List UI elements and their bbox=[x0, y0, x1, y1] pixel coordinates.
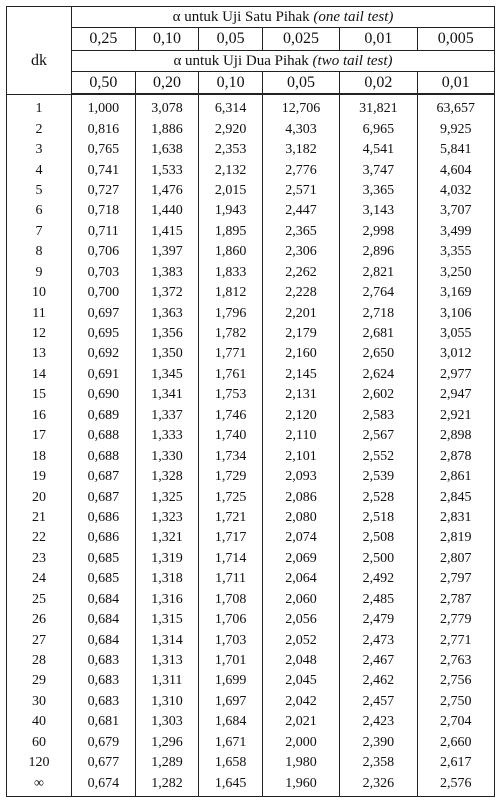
critical-value-cell: 2,500 bbox=[340, 549, 417, 569]
critical-value-cell: 2,920 bbox=[199, 119, 263, 139]
two-tail-alpha-header: 0,01 bbox=[417, 72, 494, 95]
table-row bbox=[7, 446, 495, 466]
critical-value-cell: 2,898 bbox=[417, 426, 494, 446]
critical-value-cell: 1,796 bbox=[199, 303, 263, 323]
critical-value-cell: 1,341 bbox=[135, 385, 199, 405]
critical-value-cell: 2,326 bbox=[340, 773, 417, 796]
critical-value-cell: 2,861 bbox=[417, 467, 494, 487]
critical-value-cell: 0,697 bbox=[72, 303, 136, 323]
critical-value-cell: 1,311 bbox=[135, 671, 199, 691]
dk-value-cell: 21 bbox=[7, 508, 72, 528]
dk-value-cell: 25 bbox=[7, 590, 72, 610]
critical-value-cell: 3,499 bbox=[417, 222, 494, 242]
critical-value-cell: 2,681 bbox=[340, 324, 417, 344]
two-tail-alpha-header: 0,20 bbox=[135, 72, 199, 95]
critical-value-cell: 2,086 bbox=[262, 487, 339, 507]
dk-value-cell: 3 bbox=[7, 140, 72, 160]
dk-value-cell: 29 bbox=[7, 671, 72, 691]
critical-value-cell: 1,313 bbox=[135, 651, 199, 671]
critical-value-cell: 3,365 bbox=[340, 181, 417, 201]
table-row bbox=[7, 283, 495, 303]
critical-value-cell: 2,576 bbox=[417, 773, 494, 796]
critical-value-cell: 2,896 bbox=[340, 242, 417, 262]
critical-value-cell: 0,691 bbox=[72, 365, 136, 385]
critical-value-cell: 9,925 bbox=[417, 119, 494, 139]
two-tail-alpha-header: 0,05 bbox=[262, 72, 339, 95]
dk-value-cell: 4 bbox=[7, 160, 72, 180]
critical-value-cell: 2,000 bbox=[262, 733, 339, 753]
critical-value-cell: 2,821 bbox=[340, 263, 417, 283]
table-row bbox=[7, 119, 495, 139]
table-row bbox=[7, 508, 495, 528]
critical-value-cell: 3,169 bbox=[417, 283, 494, 303]
critical-value-cell: 0,706 bbox=[72, 242, 136, 262]
table-row bbox=[7, 365, 495, 385]
table-row bbox=[7, 773, 495, 796]
critical-value-cell: 4,604 bbox=[417, 160, 494, 180]
critical-value-cell: 2,947 bbox=[417, 385, 494, 405]
critical-value-cell: 1,960 bbox=[262, 773, 339, 796]
critical-value-cell: 0,711 bbox=[72, 222, 136, 242]
critical-value-cell: 0,684 bbox=[72, 610, 136, 630]
critical-value-cell: 1,397 bbox=[135, 242, 199, 262]
critical-value-cell: 2,042 bbox=[262, 692, 339, 712]
critical-value-cell: 1,325 bbox=[135, 487, 199, 507]
critical-value-cell: 2,479 bbox=[340, 610, 417, 630]
dk-header: dk bbox=[7, 28, 72, 95]
critical-value-cell: 1,703 bbox=[199, 630, 263, 650]
critical-value-cell: 2,771 bbox=[417, 630, 494, 650]
table-row bbox=[7, 753, 495, 773]
critical-value-cell: 2,179 bbox=[262, 324, 339, 344]
critical-value-cell: 0,816 bbox=[72, 119, 136, 139]
critical-value-cell: 0,679 bbox=[72, 733, 136, 753]
critical-value-cell: 3,012 bbox=[417, 344, 494, 364]
critical-value-cell: 1,771 bbox=[199, 344, 263, 364]
critical-value-cell: 2,763 bbox=[417, 651, 494, 671]
dk-value-cell: 23 bbox=[7, 549, 72, 569]
critical-value-cell: 1,337 bbox=[135, 406, 199, 426]
dk-value-cell: 10 bbox=[7, 283, 72, 303]
critical-value-cell: 2,423 bbox=[340, 712, 417, 732]
dk-value-cell: 27 bbox=[7, 630, 72, 650]
critical-value-cell: 2,660 bbox=[417, 733, 494, 753]
critical-value-cell: 1,638 bbox=[135, 140, 199, 160]
critical-value-cell: 2,539 bbox=[340, 467, 417, 487]
critical-value-cell: 1,310 bbox=[135, 692, 199, 712]
critical-value-cell: 2,473 bbox=[340, 630, 417, 650]
critical-value-cell: 1,333 bbox=[135, 426, 199, 446]
critical-value-cell: 2,718 bbox=[340, 303, 417, 323]
critical-value-cell: 6,965 bbox=[340, 119, 417, 139]
critical-value-cell: 0,684 bbox=[72, 630, 136, 650]
critical-value-cell: 2,353 bbox=[199, 140, 263, 160]
dk-value-cell: ∞ bbox=[7, 773, 72, 796]
critical-value-cell: 6,314 bbox=[199, 94, 263, 119]
critical-value-cell: 2,518 bbox=[340, 508, 417, 528]
table-row bbox=[7, 160, 495, 180]
table-row bbox=[7, 569, 495, 589]
critical-value-cell: 1,980 bbox=[262, 753, 339, 773]
critical-value-cell: 1,761 bbox=[199, 365, 263, 385]
critical-value-cell: 2,358 bbox=[340, 753, 417, 773]
critical-value-cell: 2,064 bbox=[262, 569, 339, 589]
critical-value-cell: 3,143 bbox=[340, 201, 417, 221]
critical-value-cell: 1,303 bbox=[135, 712, 199, 732]
critical-value-cell: 0,695 bbox=[72, 324, 136, 344]
critical-value-cell: 12,706 bbox=[262, 94, 339, 119]
table-row bbox=[7, 222, 495, 242]
dk-value-cell: 8 bbox=[7, 242, 72, 262]
one-tail-alpha-header: 0,25 bbox=[72, 28, 136, 51]
table-row bbox=[7, 426, 495, 446]
critical-value-cell: 2,052 bbox=[262, 630, 339, 650]
critical-value-cell: 1,740 bbox=[199, 426, 263, 446]
dk-value-cell: 5 bbox=[7, 181, 72, 201]
critical-value-cell: 1,318 bbox=[135, 569, 199, 589]
critical-value-cell: 2,228 bbox=[262, 283, 339, 303]
critical-value-cell: 1,000 bbox=[72, 94, 136, 119]
critical-value-cell: 1,711 bbox=[199, 569, 263, 589]
critical-value-cell: 2,120 bbox=[262, 406, 339, 426]
critical-value-cell: 1,372 bbox=[135, 283, 199, 303]
critical-value-cell: 1,714 bbox=[199, 549, 263, 569]
critical-value-cell: 2,306 bbox=[262, 242, 339, 262]
critical-value-cell: 2,831 bbox=[417, 508, 494, 528]
dk-value-cell: 28 bbox=[7, 651, 72, 671]
critical-value-cell: 2,390 bbox=[340, 733, 417, 753]
critical-value-cell: 0,688 bbox=[72, 446, 136, 466]
dk-value-cell: 7 bbox=[7, 222, 72, 242]
critical-value-cell: 2,069 bbox=[262, 549, 339, 569]
critical-value-cell: 2,056 bbox=[262, 610, 339, 630]
critical-value-cell: 2,015 bbox=[199, 181, 263, 201]
critical-value-cell: 0,684 bbox=[72, 590, 136, 610]
critical-value-cell: 3,707 bbox=[417, 201, 494, 221]
critical-value-cell: 1,699 bbox=[199, 671, 263, 691]
critical-value-cell: 0,689 bbox=[72, 406, 136, 426]
critical-value-cell: 0,692 bbox=[72, 344, 136, 364]
critical-value-cell: 1,895 bbox=[199, 222, 263, 242]
critical-value-cell: 2,467 bbox=[340, 651, 417, 671]
dk-value-cell: 9 bbox=[7, 263, 72, 283]
table-row bbox=[7, 467, 495, 487]
dk-value-cell: 17 bbox=[7, 426, 72, 446]
critical-value-cell: 1,383 bbox=[135, 263, 199, 283]
dk-value-cell: 60 bbox=[7, 733, 72, 753]
critical-value-cell: 0,681 bbox=[72, 712, 136, 732]
table-row bbox=[7, 344, 495, 364]
critical-value-cell: 2,878 bbox=[417, 446, 494, 466]
critical-value-cell: 2,201 bbox=[262, 303, 339, 323]
critical-value-cell: 1,476 bbox=[135, 181, 199, 201]
dk-value-cell: 120 bbox=[7, 753, 72, 773]
critical-value-cell: 31,821 bbox=[340, 94, 417, 119]
critical-value-cell: 1,943 bbox=[199, 201, 263, 221]
dk-value-cell: 1 bbox=[7, 94, 72, 119]
table-row bbox=[7, 692, 495, 712]
critical-value-cell: 2,048 bbox=[262, 651, 339, 671]
critical-value-cell: 3,078 bbox=[135, 94, 199, 119]
dk-value-cell: 11 bbox=[7, 303, 72, 323]
critical-value-cell: 1,725 bbox=[199, 487, 263, 507]
critical-value-cell: 2,797 bbox=[417, 569, 494, 589]
table-row bbox=[7, 733, 495, 753]
critical-value-cell: 2,776 bbox=[262, 160, 339, 180]
critical-value-cell: 4,541 bbox=[340, 140, 417, 160]
critical-value-cell: 2,045 bbox=[262, 671, 339, 691]
dk-value-cell: 18 bbox=[7, 446, 72, 466]
critical-value-cell: 4,032 bbox=[417, 181, 494, 201]
dk-value-cell: 6 bbox=[7, 201, 72, 221]
two-tail-alpha-header: 0,10 bbox=[199, 72, 263, 95]
critical-value-cell: 0,677 bbox=[72, 753, 136, 773]
critical-value-cell: 0,741 bbox=[72, 160, 136, 180]
two-tail-alpha-header: 0,50 bbox=[72, 72, 136, 95]
critical-value-cell: 0,727 bbox=[72, 181, 136, 201]
critical-value-cell: 1,706 bbox=[199, 610, 263, 630]
critical-value-cell: 2,602 bbox=[340, 385, 417, 405]
table-row bbox=[7, 590, 495, 610]
dk-value-cell: 14 bbox=[7, 365, 72, 385]
critical-value-cell: 2,977 bbox=[417, 365, 494, 385]
two-tail-alpha-header: 0,02 bbox=[340, 72, 417, 95]
critical-value-cell: 5,841 bbox=[417, 140, 494, 160]
critical-value-cell: 1,345 bbox=[135, 365, 199, 385]
one-tail-alpha-header: 0,10 bbox=[135, 28, 199, 51]
critical-value-cell: 2,262 bbox=[262, 263, 339, 283]
one-tail-alpha-row bbox=[7, 28, 495, 51]
critical-value-cell: 63,657 bbox=[417, 94, 494, 119]
critical-value-cell: 3,250 bbox=[417, 263, 494, 283]
one-tail-alpha-header: 0,01 bbox=[340, 28, 417, 51]
critical-value-cell: 2,485 bbox=[340, 590, 417, 610]
table-row bbox=[7, 303, 495, 323]
critical-value-cell: 0,765 bbox=[72, 140, 136, 160]
table-row bbox=[7, 181, 495, 201]
one-tail-alpha-header: 0,05 bbox=[199, 28, 263, 51]
critical-value-cell: 2,921 bbox=[417, 406, 494, 426]
critical-value-cell: 2,132 bbox=[199, 160, 263, 180]
critical-value-cell: 1,316 bbox=[135, 590, 199, 610]
table-row bbox=[7, 140, 495, 160]
critical-value-cell: 3,055 bbox=[417, 324, 494, 344]
dk-value-cell: 16 bbox=[7, 406, 72, 426]
table-row bbox=[7, 610, 495, 630]
table-row bbox=[7, 201, 495, 221]
dk-value-cell: 19 bbox=[7, 467, 72, 487]
critical-value-cell: 0,683 bbox=[72, 692, 136, 712]
header-spacer bbox=[7, 7, 72, 28]
table-row bbox=[7, 406, 495, 426]
critical-value-cell: 2,807 bbox=[417, 549, 494, 569]
critical-value-cell: 4,303 bbox=[262, 119, 339, 139]
critical-value-cell: 0,688 bbox=[72, 426, 136, 446]
critical-value-cell: 1,721 bbox=[199, 508, 263, 528]
critical-value-cell: 1,328 bbox=[135, 467, 199, 487]
critical-value-cell: 2,650 bbox=[340, 344, 417, 364]
critical-value-cell: 2,508 bbox=[340, 528, 417, 548]
table-row bbox=[7, 487, 495, 507]
critical-value-cell: 2,567 bbox=[340, 426, 417, 446]
critical-value-cell: 1,708 bbox=[199, 590, 263, 610]
one-tail-alpha-header: 0,025 bbox=[262, 28, 339, 51]
critical-value-cell: 1,671 bbox=[199, 733, 263, 753]
critical-value-cell: 0,700 bbox=[72, 283, 136, 303]
critical-value-cell: 1,753 bbox=[199, 385, 263, 405]
critical-value-cell: 1,321 bbox=[135, 528, 199, 548]
critical-value-cell: 0,690 bbox=[72, 385, 136, 405]
critical-value-cell: 0,686 bbox=[72, 508, 136, 528]
critical-value-cell: 1,860 bbox=[199, 242, 263, 262]
critical-value-cell: 1,415 bbox=[135, 222, 199, 242]
table-row bbox=[7, 712, 495, 732]
critical-value-cell: 2,457 bbox=[340, 692, 417, 712]
critical-value-cell: 0,703 bbox=[72, 263, 136, 283]
critical-value-cell: 2,624 bbox=[340, 365, 417, 385]
two-tail-title bbox=[72, 51, 495, 72]
dk-value-cell: 26 bbox=[7, 610, 72, 630]
dk-value-cell: 15 bbox=[7, 385, 72, 405]
critical-value-cell: 2,110 bbox=[262, 426, 339, 446]
critical-value-cell: 2,845 bbox=[417, 487, 494, 507]
critical-value-cell: 1,729 bbox=[199, 467, 263, 487]
dk-value-cell: 30 bbox=[7, 692, 72, 712]
critical-value-cell: 1,886 bbox=[135, 119, 199, 139]
dk-value-cell: 12 bbox=[7, 324, 72, 344]
critical-value-cell: 1,697 bbox=[199, 692, 263, 712]
critical-value-cell: 1,645 bbox=[199, 773, 263, 796]
critical-value-cell: 1,746 bbox=[199, 406, 263, 426]
critical-value-cell: 0,683 bbox=[72, 671, 136, 691]
critical-value-cell: 0,683 bbox=[72, 651, 136, 671]
dk-value-cell: 22 bbox=[7, 528, 72, 548]
table-header bbox=[7, 7, 495, 95]
critical-value-cell: 2,552 bbox=[340, 446, 417, 466]
critical-value-cell: 1,734 bbox=[199, 446, 263, 466]
one-tail-title-en: (one tail test) bbox=[313, 8, 394, 25]
critical-value-cell: 2,528 bbox=[340, 487, 417, 507]
critical-value-cell: 1,356 bbox=[135, 324, 199, 344]
critical-value-cell: 0,687 bbox=[72, 467, 136, 487]
critical-value-cell: 1,289 bbox=[135, 753, 199, 773]
critical-value-cell: 1,658 bbox=[199, 753, 263, 773]
critical-value-cell: 2,145 bbox=[262, 365, 339, 385]
one-tail-title bbox=[72, 7, 495, 28]
table-row bbox=[7, 242, 495, 262]
critical-value-cell: 1,319 bbox=[135, 549, 199, 569]
critical-value-cell: 2,462 bbox=[340, 671, 417, 691]
table-row bbox=[7, 385, 495, 405]
table-row bbox=[7, 671, 495, 691]
dk-value-cell: 20 bbox=[7, 487, 72, 507]
table-body bbox=[7, 94, 495, 796]
critical-value-cell: 2,819 bbox=[417, 528, 494, 548]
critical-value-cell: 2,750 bbox=[417, 692, 494, 712]
critical-value-cell: 1,782 bbox=[199, 324, 263, 344]
dk-value-cell: 13 bbox=[7, 344, 72, 364]
critical-value-cell: 1,833 bbox=[199, 263, 263, 283]
critical-value-cell: 1,717 bbox=[199, 528, 263, 548]
two-tail-alpha-row bbox=[7, 72, 495, 95]
critical-value-cell: 2,617 bbox=[417, 753, 494, 773]
critical-value-cell: 1,323 bbox=[135, 508, 199, 528]
critical-value-cell: 2,021 bbox=[262, 712, 339, 732]
critical-value-cell: 0,687 bbox=[72, 487, 136, 507]
one-tail-alpha-header: 0,005 bbox=[417, 28, 494, 51]
dk-value-cell: 2 bbox=[7, 119, 72, 139]
critical-value-cell: 2,131 bbox=[262, 385, 339, 405]
table-row bbox=[7, 324, 495, 344]
critical-value-cell: 2,764 bbox=[340, 283, 417, 303]
critical-value-cell: 2,365 bbox=[262, 222, 339, 242]
dk-value-cell: 40 bbox=[7, 712, 72, 732]
critical-value-cell: 2,704 bbox=[417, 712, 494, 732]
critical-value-cell: 1,282 bbox=[135, 773, 199, 796]
critical-value-cell: 1,363 bbox=[135, 303, 199, 323]
critical-value-cell: 2,160 bbox=[262, 344, 339, 364]
critical-value-cell: 3,182 bbox=[262, 140, 339, 160]
table-row bbox=[7, 528, 495, 548]
table-row bbox=[7, 94, 495, 119]
critical-value-cell: 1,440 bbox=[135, 201, 199, 221]
critical-value-cell: 2,093 bbox=[262, 467, 339, 487]
critical-value-cell: 0,674 bbox=[72, 773, 136, 796]
critical-value-cell: 2,492 bbox=[340, 569, 417, 589]
critical-value-cell: 2,998 bbox=[340, 222, 417, 242]
two-tail-title-text: α untuk Uji Dua Pihak bbox=[173, 52, 309, 69]
table-row bbox=[7, 549, 495, 569]
two-tail-title-en: (two tail test) bbox=[312, 52, 393, 69]
critical-value-cell: 2,756 bbox=[417, 671, 494, 691]
critical-value-cell: 2,787 bbox=[417, 590, 494, 610]
critical-value-cell: 2,447 bbox=[262, 201, 339, 221]
critical-value-cell: 3,747 bbox=[340, 160, 417, 180]
critical-value-cell: 1,314 bbox=[135, 630, 199, 650]
critical-value-cell: 2,060 bbox=[262, 590, 339, 610]
critical-value-cell: 0,686 bbox=[72, 528, 136, 548]
dk-value-cell: 24 bbox=[7, 569, 72, 589]
critical-value-cell: 0,685 bbox=[72, 569, 136, 589]
critical-value-cell: 2,571 bbox=[262, 181, 339, 201]
critical-value-cell: 3,106 bbox=[417, 303, 494, 323]
critical-value-cell: 1,701 bbox=[199, 651, 263, 671]
critical-value-cell: 2,080 bbox=[262, 508, 339, 528]
t-distribution-table bbox=[6, 6, 495, 797]
critical-value-cell: 1,533 bbox=[135, 160, 199, 180]
critical-value-cell: 1,812 bbox=[199, 283, 263, 303]
critical-value-cell: 1,315 bbox=[135, 610, 199, 630]
one-tail-title-text: α untuk Uji Satu Pihak bbox=[172, 8, 310, 25]
critical-value-cell: 2,583 bbox=[340, 406, 417, 426]
critical-value-cell: 1,684 bbox=[199, 712, 263, 732]
critical-value-cell: 3,355 bbox=[417, 242, 494, 262]
critical-value-cell: 0,685 bbox=[72, 549, 136, 569]
critical-value-cell: 0,718 bbox=[72, 201, 136, 221]
critical-value-cell: 1,296 bbox=[135, 733, 199, 753]
critical-value-cell: 1,330 bbox=[135, 446, 199, 466]
critical-value-cell: 2,101 bbox=[262, 446, 339, 466]
table-row bbox=[7, 651, 495, 671]
critical-value-cell: 1,350 bbox=[135, 344, 199, 364]
critical-value-cell: 2,779 bbox=[417, 610, 494, 630]
table-row bbox=[7, 263, 495, 283]
table-row bbox=[7, 630, 495, 650]
critical-value-cell: 2,074 bbox=[262, 528, 339, 548]
